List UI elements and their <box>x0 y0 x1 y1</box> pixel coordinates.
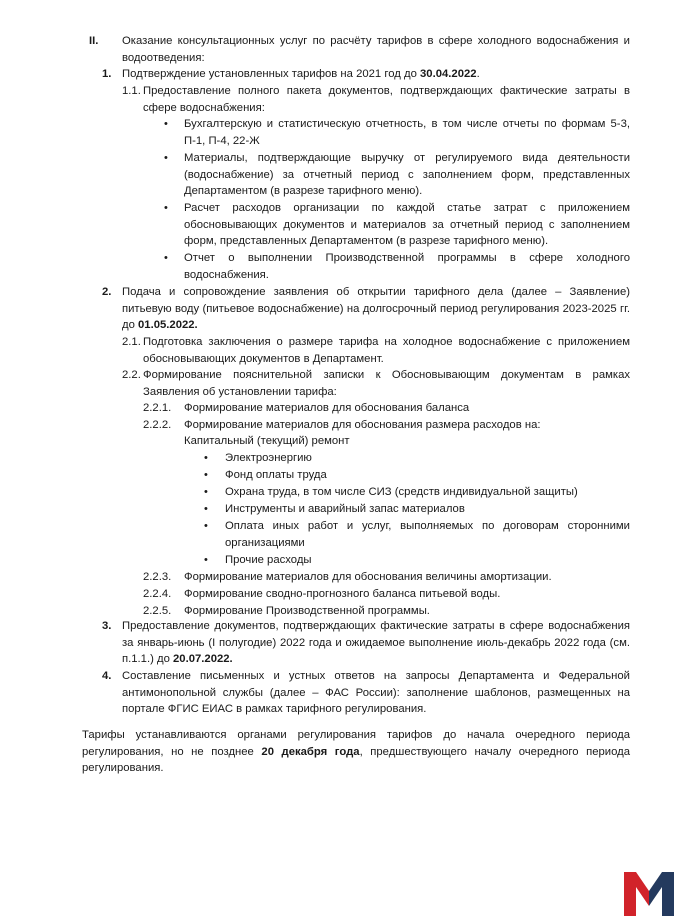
item-2-text: Подача и сопровождение заявления об открытии тарифного дела (далее – Заявление) питьевую воду (питьевое водоснабжение) на долгосрочный период регулирования 2023-2025 гг. до 01.05.2022. <box>122 286 630 331</box>
bullet-icon: • <box>204 452 208 464</box>
list-item: Бухгалтерскую и статистическую отчетность, в том числе отчеты по формам 5-3, П-1, П-4, 22-Ж <box>184 118 630 147</box>
item-3-number: 3. <box>102 620 112 632</box>
item-1-1-number: 1.1. <box>122 85 141 97</box>
item-2-2-text: Формирование пояснительной записки к Обосновывающим документам в рамках Заявления об установлении тарифа: <box>143 369 630 398</box>
list-item: Прочие расходы <box>225 554 312 566</box>
item-1-text: Подтверждение установленных тарифов на 2021 год до 30.04.2022. <box>122 68 480 80</box>
bullet-icon: • <box>164 252 168 264</box>
list-item: Электроэнергию <box>225 452 312 464</box>
item-2-2-2-number: 2.2.2. <box>143 419 172 431</box>
bullet-icon: • <box>204 520 208 532</box>
bullet-icon: • <box>204 486 208 498</box>
m-logo-icon <box>624 872 674 916</box>
closing-deadline: 20 декабря года <box>261 745 360 758</box>
item-2-2-1-number: 2.2.1. <box>143 402 172 414</box>
item-2-2-4-number: 2.2.4. <box>143 588 172 600</box>
item-2-2-5-text: Формирование Производственной программы. <box>184 605 430 617</box>
item-4-text: Составление письменных и устных ответов на запросы Департамента и Федеральной антимонопольной службы (далее – ФАС России): заполнение шаблонов, размещенных на портале ФГИС ЕИАС в рамках тарифного регулирования. <box>122 670 630 715</box>
item-2-2-1-text: Формирование материалов для обоснования баланса <box>184 402 470 414</box>
item-1-number: 1. <box>102 68 112 80</box>
item-2-2-3-number: 2.2.3. <box>143 571 172 583</box>
bullet-icon: • <box>204 503 208 515</box>
item-2-2-3-text: Формирование материалов для обоснования величины амортизации. <box>184 571 552 583</box>
item-2-1-text: Подготовка заключения о размере тарифа на холодное водоснабжение с приложением обосновывающих документов в Департамент. <box>143 336 630 365</box>
list-item: Материалы, подтверждающие выручку от регулируемого вида деятельности (водоснабжение) за отчетный период с заполнением форм, представленных Департаментом (в разрезе тарифного меню). <box>184 152 630 197</box>
item-2-2-4-text: Формирование сводно-прогнозного баланса питьевой воды. <box>184 588 501 600</box>
item-4-number: 4. <box>102 670 112 682</box>
section-number: II. <box>89 35 99 47</box>
item-1-deadline: 30.04.2022 <box>420 68 477 80</box>
bullet-icon: • <box>164 152 168 164</box>
item-3-text: Предоставление документов, подтверждающих фактические затраты в сфере водоснабжения за январь-июнь (I полугодие) 2022 года и ожидаемое выполнение июль-декабрь 2022 года (см. п.1.1.) до 20.07.2022. <box>122 620 630 665</box>
list-item: Отчет о выполнении Производственной программы в сфере холодного водоснабжения. <box>184 252 630 281</box>
bullet-icon: • <box>204 469 208 481</box>
list-item: Инструменты и аварийный запас материалов <box>225 503 465 515</box>
list-item: Оплата иных работ и услуг, выполняемых по договорам сторонними организациями <box>225 520 630 549</box>
item-2-deadline: 01.05.2022. <box>138 319 198 331</box>
list-item: Охрана труда, в том числе СИЗ (средств индивидуальной защиты) <box>225 486 578 498</box>
list-item: Расчет расходов организации по каждой статье затрат с приложением обосновывающих документов и материалов за отчетный период с заполнением форм, представленных Департаментом (в разрезе тарифного меню). <box>184 202 630 247</box>
item-2-1-number: 2.1. <box>122 336 141 348</box>
item-2-2-5-number: 2.2.5. <box>143 605 172 617</box>
item-2-number: 2. <box>102 286 112 298</box>
bullet-icon: • <box>204 554 208 566</box>
bullet-icon: • <box>164 118 168 130</box>
item-3-deadline: 20.07.2022. <box>173 653 233 665</box>
section-title: Оказание консультационных услуг по расчёту тарифов в сфере холодного водоснабжения и водоотведения: <box>122 35 630 64</box>
item-2-2-2-caption: Капитальный (текущий) ремонт <box>184 435 350 447</box>
closing-paragraph: Тарифы устанавливаются органами регулирования тарифов до начала очередного периода регулирования, но не позднее 20 декабря года, предшествующего началу очередного периода регулирования. <box>82 729 630 774</box>
item-1-1-text: Предоставление полного пакета документов, подтверждающих фактические затраты в сфере водоснабжения: <box>143 85 630 114</box>
item-2-2-2-text: Формирование материалов для обоснования размера расходов на: <box>184 419 541 431</box>
item-2-2-number: 2.2. <box>122 369 141 381</box>
bullet-icon: • <box>164 202 168 214</box>
list-item: Фонд оплаты труда <box>225 469 327 481</box>
